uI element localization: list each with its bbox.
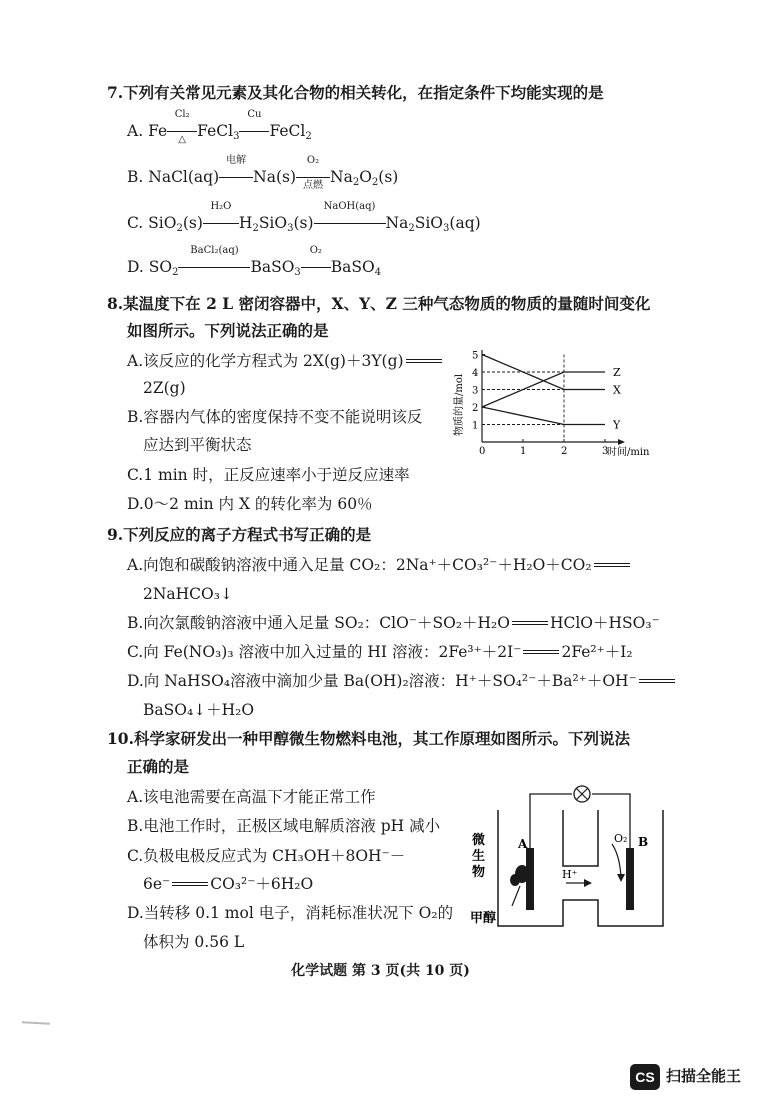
- subscript: 4: [374, 267, 382, 278]
- arrow-condition: 电解: [226, 155, 247, 166]
- page-footer: 化学试题 第 3 页(共 10 页): [291, 963, 470, 979]
- x-axis-label: 时间/min: [607, 447, 650, 458]
- q7-option-a: [127, 109, 312, 145]
- q7-a-fecl3: FeCl: [197, 122, 234, 140]
- arrow-condition: O₂: [306, 155, 320, 166]
- q7-option-d: [127, 245, 382, 278]
- subscript: 2: [176, 223, 183, 234]
- formula-part: BaSO: [330, 258, 375, 276]
- formula-part: SiO: [148, 214, 177, 232]
- q10-c-electrons: 6e⁻: [143, 875, 171, 893]
- oxygen-label: O₂: [614, 832, 628, 845]
- q7-b-nacl: NaCl(aq): [148, 168, 220, 186]
- x-tick-label: 0: [479, 446, 486, 457]
- y-tick-label: 1: [472, 420, 479, 432]
- q9-option-a-line1: [127, 554, 632, 576]
- x-tick-label: 2: [561, 446, 568, 457]
- q10-option-b: B.电池工作时，正极区域电解质溶液 pH 减小: [127, 817, 441, 835]
- q7-option-c: [127, 201, 481, 234]
- microbe-blob: [510, 874, 520, 886]
- subscript: 3: [287, 223, 294, 234]
- series-label-x: X: [613, 383, 621, 397]
- q9-option-a-line2: 2NaHCO₃↓: [143, 585, 233, 603]
- q8-option-d: D.0～2 min 内 X 的转化率为 60％: [127, 495, 373, 513]
- x-tick-label: 1: [520, 446, 527, 457]
- subscript: 3: [233, 131, 240, 142]
- q7-c-label: C.: [127, 214, 144, 232]
- subscript: 2: [371, 177, 379, 188]
- formula-part: SiO: [414, 214, 444, 232]
- methanol-label: 甲醇: [470, 911, 497, 926]
- arrow-condition: O₂: [309, 245, 322, 256]
- x-tick-label: 3: [602, 446, 609, 457]
- microbe-label-3: 物: [472, 865, 486, 880]
- q10-c-products: CO₃²⁻＋6H₂O: [210, 875, 314, 893]
- q8-option-a-line1: [127, 350, 444, 372]
- y-tick-label: 2: [472, 403, 479, 414]
- equals-sign: [594, 563, 630, 567]
- formula-part: O: [359, 168, 372, 186]
- equilibrium-sign: [406, 359, 442, 363]
- q9-option-b: [127, 612, 660, 634]
- reaction-arrow: [301, 245, 331, 278]
- reaction-arrow: [219, 155, 253, 188]
- q7-a-label: A.: [127, 122, 144, 140]
- arrow-condition-below: 点燃: [303, 180, 324, 191]
- scanner-logo-icon: CS: [630, 1064, 660, 1090]
- equals-sign: [639, 679, 675, 683]
- q8-option-a-line2: 2Z(g): [143, 379, 186, 397]
- proton-arrow-head: [584, 879, 592, 887]
- reaction-arrow: [167, 109, 197, 145]
- q7-b-na: Na(s): [253, 168, 297, 186]
- subscript: 3: [294, 267, 301, 278]
- arrow-condition: BaCl₂(aq): [190, 245, 239, 256]
- electrode-a-label: A: [518, 837, 528, 851]
- x-axis-arrow: [618, 439, 625, 445]
- q8-option-b-line2: 应达到平衡状态: [143, 436, 252, 454]
- q8-chart: [450, 350, 680, 480]
- microbe-label-2: 生: [472, 849, 486, 864]
- q9-b-products: HClO＋HSO₃⁻: [549, 614, 660, 632]
- q7-option-b: [127, 155, 399, 191]
- q10-option-a: A.该电池需要在高温下才能正常工作: [127, 788, 376, 806]
- electrode-b-label: B: [638, 835, 649, 849]
- formula-part: H: [238, 214, 253, 232]
- q10-stem-line2: 正确的是: [127, 757, 190, 776]
- arrow-condition-below: △: [178, 134, 186, 145]
- q7-d-label: D.: [127, 258, 144, 276]
- q7-a-fecl2: FeCl: [269, 122, 306, 140]
- subscript: 2: [408, 223, 415, 234]
- subscript: 2: [352, 177, 360, 188]
- reaction-arrow: [203, 201, 239, 234]
- q8-option-c: C.1 min 时，正反应速率小于逆反应速率: [127, 466, 410, 484]
- q8-a-text: A.该反应的化学方程式为 2X(g)＋3Y(g): [127, 352, 404, 370]
- arrow-condition: Cl₂: [174, 109, 190, 120]
- reaction-arrow: [314, 201, 386, 234]
- formula-part: Na: [385, 214, 409, 232]
- q10-option-d-line1: D.当转移 0.1 mol 电子，消耗标准状况下 O₂的: [127, 904, 454, 922]
- scan-mark: [22, 1021, 50, 1024]
- methanol-arrow: [512, 886, 520, 906]
- formula-part: BaSO: [250, 258, 295, 276]
- reaction-arrow: [178, 245, 250, 278]
- formula-part: (aq): [449, 214, 481, 232]
- circuit-wire: [530, 794, 572, 852]
- subscript: 2: [305, 131, 312, 142]
- arrow-condition: NaOH(aq): [323, 201, 376, 212]
- salt-bridge: [563, 810, 598, 866]
- equals-sign: [512, 621, 548, 625]
- y-tick-label: 5: [472, 350, 479, 362]
- q10-option-c-line1: C.负极电极反应式为 CH₃OH＋8OH⁻－: [127, 847, 406, 865]
- q9-option-d-line2: BaSO₄↓＋H₂O: [143, 701, 255, 719]
- fuel-cell-diagram: [468, 782, 683, 942]
- q8-stem-line2: 如图所示。下列说法正确的是: [127, 321, 329, 340]
- q9-d-text: D.向 NaHSO₄溶液中滴加少量 Ba(OH)₂溶液：H⁺＋SO₄²⁻＋Ba²⁺＋OH⁻: [127, 672, 637, 690]
- oxygen-arrow-head: [617, 874, 625, 882]
- q9-c-products: 2Fe²⁺＋I₂: [561, 643, 633, 661]
- q7-stem: 7.下列有关常见元素及其化合物的相关转化，在指定条件下均能实现的是: [107, 83, 604, 102]
- subscript: 3: [443, 223, 450, 234]
- reaction-arrow: [296, 155, 330, 191]
- series-line-y: [482, 407, 605, 425]
- q9-stem: 9.下列反应的离子方程式书写正确的是: [107, 525, 372, 544]
- scanner-watermark-text: 扫描全能王: [666, 1068, 742, 1085]
- arrow-condition: H₂O: [210, 201, 232, 212]
- equals-sign: [172, 882, 208, 886]
- formula-part: SiO: [258, 214, 288, 232]
- oxygen-arrow: [612, 844, 621, 878]
- q9-b-text: B.向次氯酸钠溶液中通入足量 SO₂：ClO⁻＋SO₂＋H₂O: [127, 614, 510, 632]
- y-tick-label: 4: [472, 368, 479, 379]
- q9-option-c: [127, 641, 633, 663]
- q9-option-d-line1: [127, 670, 677, 692]
- q9-a-text: A.向饱和碳酸钠溶液中通入足量 CO₂：2Na⁺＋CO₃²⁻＋H₂O＋CO₂: [127, 556, 592, 574]
- formula-part: (s): [293, 214, 314, 232]
- subscript: 2: [252, 223, 259, 234]
- q8-option-b-line1: B.容器内气体的密度保持不变不能说明该反: [127, 408, 423, 426]
- formula-part: Na: [330, 168, 353, 186]
- q7-b-label: B.: [127, 168, 144, 186]
- q10-option-d-line2: 体积为 0.56 L: [143, 933, 245, 951]
- q9-c-text: C.向 Fe(NO₃)₃ 溶液中加入过量的 HI 溶液：2Fe³⁺＋2I⁻: [127, 643, 522, 661]
- electrode-b: [626, 848, 634, 910]
- arrow-condition: Cu: [247, 109, 262, 120]
- series-label-y: Y: [613, 418, 621, 432]
- formula-part: (s): [378, 168, 399, 186]
- formula-part: SO: [148, 258, 173, 276]
- formula-part: (s): [182, 214, 203, 232]
- q10-option-c-line2: [143, 873, 313, 895]
- q7-a-fe: Fe: [148, 122, 168, 140]
- q10-stem-line1: 10.科学家研发出一种甲醇微生物燃料电池，其工作原理如图所示。下列说法: [107, 729, 630, 748]
- reaction-arrow: [239, 109, 269, 142]
- lamp-icon: [574, 786, 590, 802]
- y-axis-label: 物质的量/mol: [454, 373, 465, 436]
- equals-sign: [523, 650, 559, 654]
- proton-label: H⁺: [562, 868, 578, 881]
- q8-stem-line1: 8.某温度下在 2 L 密闭容器中，X、Y、Z 三种气态物质的物质的量随时间变化: [107, 294, 651, 313]
- microbe-label-1: 微: [472, 833, 486, 848]
- series-label-z: Z: [613, 366, 621, 379]
- y-tick-label: 3: [472, 385, 479, 397]
- subscript: 2: [172, 267, 179, 278]
